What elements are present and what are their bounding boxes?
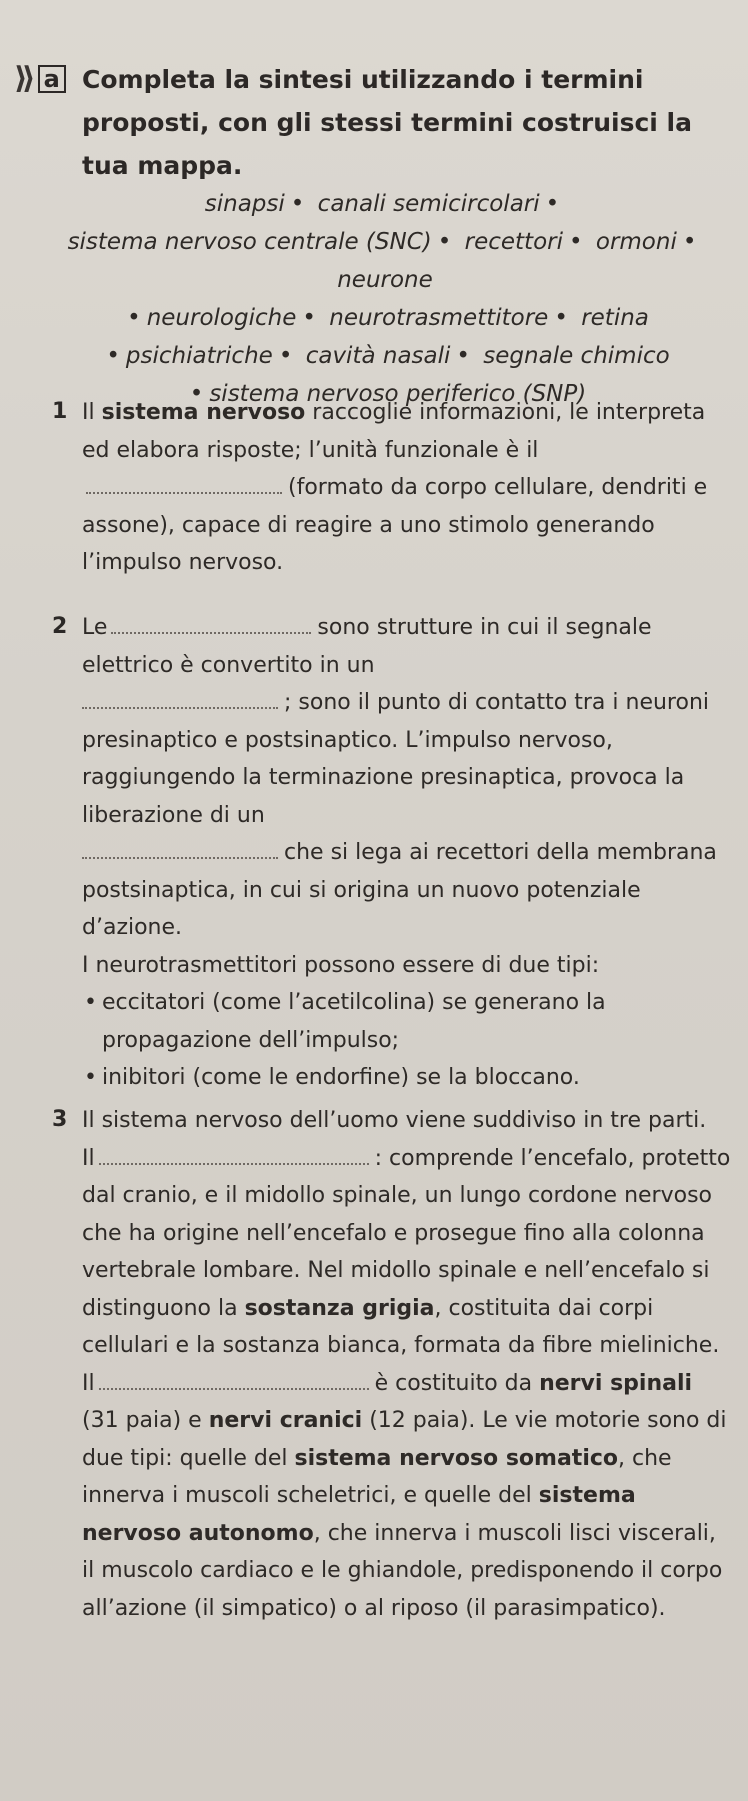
term: neurone — [337, 267, 433, 293]
section-3-intro: Il sistema nervoso dell’uomo viene suddiviso in tre parti. — [82, 1108, 707, 1133]
term: sistema nervoso periferico (SNP) — [209, 381, 587, 407]
term: neurotrasmettitore — [329, 305, 549, 331]
section-3-text — [82, 1102, 732, 1627]
list-item: • inibitori (come le endorfine) se la bloccano. — [82, 1059, 732, 1097]
key-term: sistema nervoso autonomo — [82, 1483, 636, 1546]
fill-in-blank[interactable] — [86, 474, 282, 494]
key-term: sostanza grigia — [244, 1295, 435, 1321]
snp-paragraph: Il è costituito da nervi spinali (31 paia) e nervi cranici (12 paia). Le vie motorie sono di due tipi: quelle del sistema nervoso somatico, che innerva i muscoli scheletrici, e quelle del sistema nervoso autonomo, che innerva i muscoli lisci viscerali, il muscolo cardiaco e le ghiandole, predisponendo il corpo all’azione (il simpatico) o al riposo (il parasimpatico). — [82, 1370, 727, 1621]
exercise-marker — [14, 61, 66, 96]
snc-paragraph: Il : comprende l’encefalo, protetto dal cranio, e il midollo spinale, un lungo cordone nervoso che ha origine nell’encefalo e prosegue fino alla colonna vertebrale lombare. Nel midollo spinale e nell’encefalo si distinguono la sostanza grigia, costituita dai corpi cellulari e la sostanza bianca, formata da fibre mieliniche. — [82, 1145, 731, 1358]
term: cavità nasali — [305, 343, 451, 369]
key-term: nervi spinali — [539, 1370, 693, 1396]
fill-in-blank[interactable] — [99, 1370, 369, 1390]
term: psichiatriche — [125, 343, 273, 369]
exercise-instruction: Completa la sintesi utilizzando i termini proposti, con gli stessi termini costruisci la tua mappa. — [82, 65, 692, 180]
section-number-3: 3 — [52, 1107, 68, 1132]
types-intro: I neurotrasmettitori possono essere di due tipi: — [82, 952, 600, 978]
key-term: sistema nervoso — [101, 400, 306, 425]
term: ormoni — [595, 229, 677, 255]
key-term: nervi cranici — [208, 1408, 363, 1433]
term: canali semicircolari — [317, 191, 540, 217]
term: sinapsi — [204, 191, 285, 217]
term-list: sinapsi • canali semicircolari • sistema nervoso centrale (SNC) • recettori • ormoni • neurone • neurologiche • neurotrasmettitore • retina • psichiatriche • cavità nasali • segnale chimico • sistema nervoso periferico (SNP) — [67, 191, 697, 407]
double-chevron-icon: ⟫ — [14, 61, 36, 96]
key-term: sistema nervoso somatico — [294, 1445, 619, 1471]
term: retina — [581, 305, 649, 331]
fill-in-blank[interactable] — [111, 614, 311, 634]
term: sistema nervoso centrale (SNC) — [67, 229, 432, 255]
fill-in-blank[interactable] — [99, 1145, 369, 1165]
term: segnale chimico — [483, 343, 670, 369]
section-2-text: Le sono strutture in cui il segnale elettrico è convertito in un ; sono il punto di contatto tra i neuroni presinaptico e postsinaptico. L’impulso nervoso, raggiungendo la terminazione presinaptica, provoca la liberazione di un che si lega ai recettori della membrana postsinaptica, in cui si origina un nuovo potenziale d’azione. I neurotrasmettitori possono essere di due tipi: • eccitatori (come l’acetilcolina) se generano la propagazione dell’impulso; • inibitori (come le endorfine) se la bloccano. — [82, 609, 732, 1097]
section-number-1: 1 — [52, 399, 68, 424]
fill-in-blank[interactable] — [82, 689, 278, 709]
term: recettori — [464, 229, 563, 255]
fill-in-blank[interactable] — [82, 839, 278, 859]
term: neurologiche — [146, 305, 297, 331]
list-item: • eccitatori (come l’acetilcolina) se generano la propagazione dell’impulso; — [82, 984, 732, 1059]
section-number-2: 2 — [52, 614, 68, 639]
section-1-text: Il sistema nervoso raccoglie informazioni, le interpreta ed elabora risposte; l’unità funzionale è il(formato da corpo cellulare, dendriti e assone), capace di reagire a uno stimolo generando l’impulso nervoso. — [82, 400, 708, 575]
exercise-badge: a — [38, 65, 66, 93]
